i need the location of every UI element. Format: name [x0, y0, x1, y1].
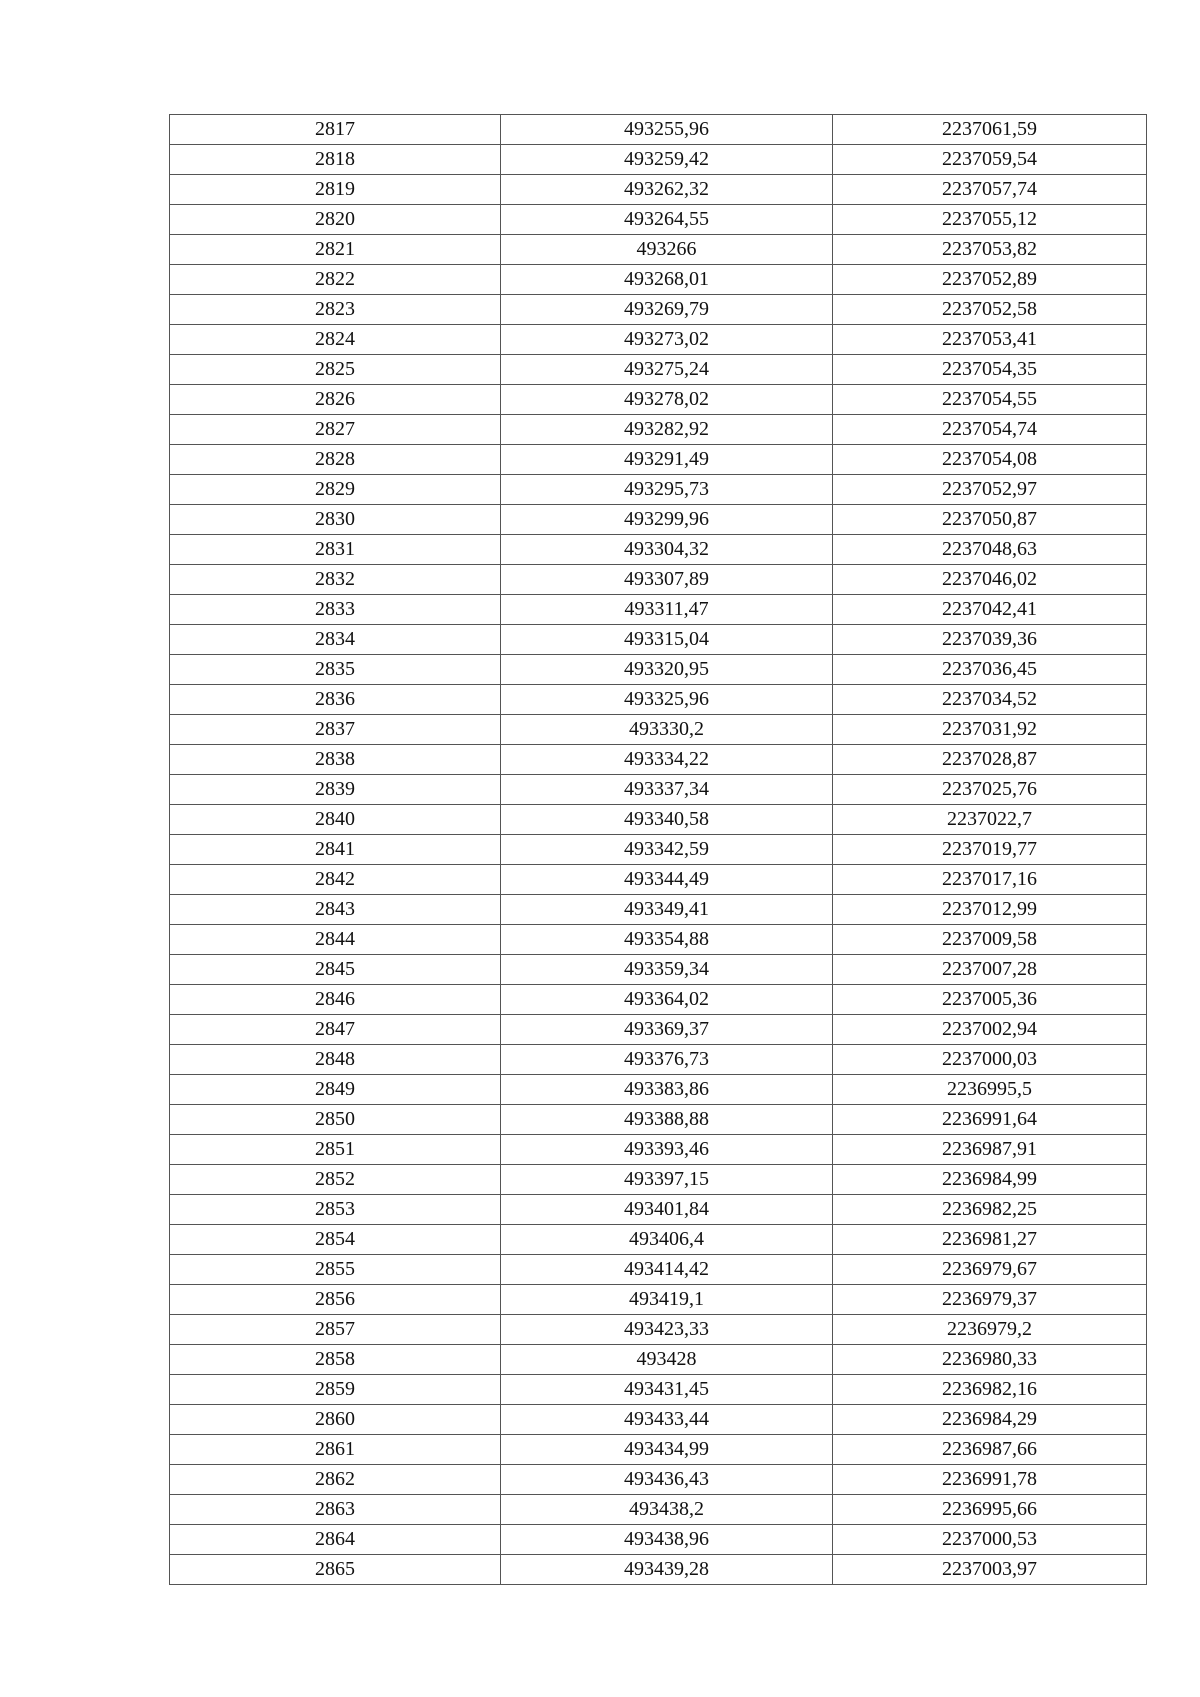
- point-number-cell: 2862: [170, 1465, 501, 1495]
- x-coordinate-cell: 493401,84: [501, 1195, 833, 1225]
- table-row: [170, 1255, 1147, 1285]
- table-row: [170, 1285, 1147, 1315]
- x-coordinate-cell: 493278,02: [501, 385, 833, 415]
- x-coordinate-cell: 493423,33: [501, 1315, 833, 1345]
- y-coordinate-cell: 2237039,36: [833, 625, 1147, 655]
- x-coordinate-cell: 493428: [501, 1345, 833, 1375]
- table-row: [170, 1225, 1147, 1255]
- y-coordinate-cell: 2236982,25: [833, 1195, 1147, 1225]
- point-number-cell: 2856: [170, 1285, 501, 1315]
- point-number-cell: 2863: [170, 1495, 501, 1525]
- table-row: [170, 1435, 1147, 1465]
- y-coordinate-cell: 2237055,12: [833, 205, 1147, 235]
- y-coordinate-cell: 2236980,33: [833, 1345, 1147, 1375]
- table-row: [170, 175, 1147, 205]
- point-number-cell: 2834: [170, 625, 501, 655]
- x-coordinate-cell: 493304,32: [501, 535, 833, 565]
- table-row: [170, 1315, 1147, 1345]
- point-number-cell: 2833: [170, 595, 501, 625]
- point-number-cell: 2857: [170, 1315, 501, 1345]
- y-coordinate-cell: 2237003,97: [833, 1555, 1147, 1585]
- table-row: [170, 325, 1147, 355]
- x-coordinate-cell: 493342,59: [501, 835, 833, 865]
- table-row: [170, 715, 1147, 745]
- x-coordinate-cell: 493376,73: [501, 1045, 833, 1075]
- y-coordinate-cell: 2237059,54: [833, 145, 1147, 175]
- point-number-cell: 2865: [170, 1555, 501, 1585]
- table-row: [170, 1375, 1147, 1405]
- x-coordinate-cell: 493434,99: [501, 1435, 833, 1465]
- point-number-cell: 2823: [170, 295, 501, 325]
- table-row: [170, 475, 1147, 505]
- point-number-cell: 2827: [170, 415, 501, 445]
- table-row: [170, 295, 1147, 325]
- x-coordinate-cell: 493295,73: [501, 475, 833, 505]
- table-row: [170, 1105, 1147, 1135]
- x-coordinate-cell: 493255,96: [501, 115, 833, 145]
- table-row: [170, 355, 1147, 385]
- point-number-cell: 2838: [170, 745, 501, 775]
- table-row: [170, 415, 1147, 445]
- table-row: [170, 595, 1147, 625]
- x-coordinate-cell: 493354,88: [501, 925, 833, 955]
- x-coordinate-cell: 493438,96: [501, 1525, 833, 1555]
- x-coordinate-cell: 493349,41: [501, 895, 833, 925]
- y-coordinate-cell: 2237036,45: [833, 655, 1147, 685]
- y-coordinate-cell: 2237025,76: [833, 775, 1147, 805]
- y-coordinate-cell: 2237002,94: [833, 1015, 1147, 1045]
- point-number-cell: 2837: [170, 715, 501, 745]
- y-coordinate-cell: 2237046,02: [833, 565, 1147, 595]
- point-number-cell: 2831: [170, 535, 501, 565]
- point-number-cell: 2864: [170, 1525, 501, 1555]
- y-coordinate-cell: 2236987,66: [833, 1435, 1147, 1465]
- table-row: [170, 265, 1147, 295]
- x-coordinate-cell: 493264,55: [501, 205, 833, 235]
- table-row: [170, 445, 1147, 475]
- y-coordinate-cell: 2237048,63: [833, 535, 1147, 565]
- y-coordinate-cell: 2237052,58: [833, 295, 1147, 325]
- point-number-cell: 2844: [170, 925, 501, 955]
- y-coordinate-cell: 2237012,99: [833, 895, 1147, 925]
- x-coordinate-cell: 493269,79: [501, 295, 833, 325]
- point-number-cell: 2820: [170, 205, 501, 235]
- table-row: [170, 865, 1147, 895]
- point-number-cell: 2855: [170, 1255, 501, 1285]
- x-coordinate-cell: 493330,2: [501, 715, 833, 745]
- point-number-cell: 2860: [170, 1405, 501, 1435]
- table-row: [170, 895, 1147, 925]
- table-row: [170, 1015, 1147, 1045]
- x-coordinate-cell: 493325,96: [501, 685, 833, 715]
- table-row: [170, 805, 1147, 835]
- x-coordinate-cell: 493262,32: [501, 175, 833, 205]
- table-row: [170, 835, 1147, 865]
- x-coordinate-cell: 493369,37: [501, 1015, 833, 1045]
- point-number-cell: 2822: [170, 265, 501, 295]
- point-number-cell: 2859: [170, 1375, 501, 1405]
- x-coordinate-cell: 493259,42: [501, 145, 833, 175]
- x-coordinate-cell: 493340,58: [501, 805, 833, 835]
- table-row: [170, 1135, 1147, 1165]
- y-coordinate-cell: 2237061,59: [833, 115, 1147, 145]
- y-coordinate-cell: 2237009,58: [833, 925, 1147, 955]
- point-number-cell: 2843: [170, 895, 501, 925]
- x-coordinate-cell: 493337,34: [501, 775, 833, 805]
- table-row: [170, 505, 1147, 535]
- y-coordinate-cell: 2237019,77: [833, 835, 1147, 865]
- y-coordinate-cell: 2236995,5: [833, 1075, 1147, 1105]
- table-row: [170, 1165, 1147, 1195]
- table-row: [170, 145, 1147, 175]
- y-coordinate-cell: 2236991,64: [833, 1105, 1147, 1135]
- point-number-cell: 2836: [170, 685, 501, 715]
- point-number-cell: 2829: [170, 475, 501, 505]
- y-coordinate-cell: 2237031,92: [833, 715, 1147, 745]
- point-number-cell: 2841: [170, 835, 501, 865]
- y-coordinate-cell: 2236991,78: [833, 1465, 1147, 1495]
- x-coordinate-cell: 493315,04: [501, 625, 833, 655]
- y-coordinate-cell: 2237054,35: [833, 355, 1147, 385]
- coordinates-table: [169, 114, 1147, 1585]
- point-number-cell: 2830: [170, 505, 501, 535]
- y-coordinate-cell: 2237057,74: [833, 175, 1147, 205]
- x-coordinate-cell: 493291,49: [501, 445, 833, 475]
- y-coordinate-cell: 2237053,82: [833, 235, 1147, 265]
- point-number-cell: 2826: [170, 385, 501, 415]
- table-row: [170, 1465, 1147, 1495]
- point-number-cell: 2839: [170, 775, 501, 805]
- x-coordinate-cell: 493275,24: [501, 355, 833, 385]
- x-coordinate-cell: 493438,2: [501, 1495, 833, 1525]
- table-row: [170, 1345, 1147, 1375]
- table-row: [170, 205, 1147, 235]
- point-number-cell: 2828: [170, 445, 501, 475]
- y-coordinate-cell: 2237053,41: [833, 325, 1147, 355]
- table-row: [170, 1405, 1147, 1435]
- table-row: [170, 115, 1147, 145]
- x-coordinate-cell: 493431,45: [501, 1375, 833, 1405]
- point-number-cell: 2846: [170, 985, 501, 1015]
- table-row: [170, 1495, 1147, 1525]
- y-coordinate-cell: 2237005,36: [833, 985, 1147, 1015]
- point-number-cell: 2824: [170, 325, 501, 355]
- y-coordinate-cell: 2237054,55: [833, 385, 1147, 415]
- y-coordinate-cell: 2236982,16: [833, 1375, 1147, 1405]
- table-row: [170, 775, 1147, 805]
- point-number-cell: 2853: [170, 1195, 501, 1225]
- x-coordinate-cell: 493419,1: [501, 1285, 833, 1315]
- x-coordinate-cell: 493282,92: [501, 415, 833, 445]
- point-number-cell: 2850: [170, 1105, 501, 1135]
- y-coordinate-cell: 2237052,89: [833, 265, 1147, 295]
- table-row: [170, 685, 1147, 715]
- point-number-cell: 2848: [170, 1045, 501, 1075]
- point-number-cell: 2840: [170, 805, 501, 835]
- y-coordinate-cell: 2237000,03: [833, 1045, 1147, 1075]
- x-coordinate-cell: 493320,95: [501, 655, 833, 685]
- table-row: [170, 1045, 1147, 1075]
- x-coordinate-cell: 493414,42: [501, 1255, 833, 1285]
- x-coordinate-cell: 493299,96: [501, 505, 833, 535]
- table-row: [170, 955, 1147, 985]
- x-coordinate-cell: 493273,02: [501, 325, 833, 355]
- x-coordinate-cell: 493334,22: [501, 745, 833, 775]
- point-number-cell: 2851: [170, 1135, 501, 1165]
- y-coordinate-cell: 2236981,27: [833, 1225, 1147, 1255]
- x-coordinate-cell: 493311,47: [501, 595, 833, 625]
- y-coordinate-cell: 2237017,16: [833, 865, 1147, 895]
- x-coordinate-cell: 493436,43: [501, 1465, 833, 1495]
- x-coordinate-cell: 493359,34: [501, 955, 833, 985]
- x-coordinate-cell: 493397,15: [501, 1165, 833, 1195]
- point-number-cell: 2835: [170, 655, 501, 685]
- y-coordinate-cell: 2237028,87: [833, 745, 1147, 775]
- table-row: [170, 1555, 1147, 1585]
- y-coordinate-cell: 2237034,52: [833, 685, 1147, 715]
- y-coordinate-cell: 2236979,37: [833, 1285, 1147, 1315]
- x-coordinate-cell: 493364,02: [501, 985, 833, 1015]
- x-coordinate-cell: 493268,01: [501, 265, 833, 295]
- point-number-cell: 2825: [170, 355, 501, 385]
- table-row: [170, 565, 1147, 595]
- point-number-cell: 2852: [170, 1165, 501, 1195]
- table-row: [170, 535, 1147, 565]
- point-number-cell: 2845: [170, 955, 501, 985]
- point-number-cell: 2821: [170, 235, 501, 265]
- table-row: [170, 925, 1147, 955]
- y-coordinate-cell: 2237054,08: [833, 445, 1147, 475]
- x-coordinate-cell: 493383,86: [501, 1075, 833, 1105]
- table-row: [170, 235, 1147, 265]
- table-row: [170, 985, 1147, 1015]
- y-coordinate-cell: 2237050,87: [833, 505, 1147, 535]
- point-number-cell: 2861: [170, 1435, 501, 1465]
- table-row: [170, 1525, 1147, 1555]
- y-coordinate-cell: 2236979,67: [833, 1255, 1147, 1285]
- x-coordinate-cell: 493344,49: [501, 865, 833, 895]
- point-number-cell: 2858: [170, 1345, 501, 1375]
- y-coordinate-cell: 2237022,7: [833, 805, 1147, 835]
- point-number-cell: 2849: [170, 1075, 501, 1105]
- y-coordinate-cell: 2236984,99: [833, 1165, 1147, 1195]
- y-coordinate-cell: 2237007,28: [833, 955, 1147, 985]
- coordinates-table-body: [170, 115, 1147, 1585]
- table-row: [170, 625, 1147, 655]
- point-number-cell: 2819: [170, 175, 501, 205]
- table-row: [170, 385, 1147, 415]
- x-coordinate-cell: 493307,89: [501, 565, 833, 595]
- y-coordinate-cell: 2236987,91: [833, 1135, 1147, 1165]
- point-number-cell: 2832: [170, 565, 501, 595]
- x-coordinate-cell: 493266: [501, 235, 833, 265]
- table-row: [170, 745, 1147, 775]
- x-coordinate-cell: 493393,46: [501, 1135, 833, 1165]
- table-row: [170, 655, 1147, 685]
- point-number-cell: 2817: [170, 115, 501, 145]
- y-coordinate-cell: 2236984,29: [833, 1405, 1147, 1435]
- y-coordinate-cell: 2237054,74: [833, 415, 1147, 445]
- point-number-cell: 2854: [170, 1225, 501, 1255]
- y-coordinate-cell: 2237000,53: [833, 1525, 1147, 1555]
- y-coordinate-cell: 2237052,97: [833, 475, 1147, 505]
- x-coordinate-cell: 493388,88: [501, 1105, 833, 1135]
- y-coordinate-cell: 2236979,2: [833, 1315, 1147, 1345]
- point-number-cell: 2847: [170, 1015, 501, 1045]
- x-coordinate-cell: 493439,28: [501, 1555, 833, 1585]
- table-row: [170, 1195, 1147, 1225]
- y-coordinate-cell: 2236995,66: [833, 1495, 1147, 1525]
- y-coordinate-cell: 2237042,41: [833, 595, 1147, 625]
- table-row: [170, 1075, 1147, 1105]
- x-coordinate-cell: 493433,44: [501, 1405, 833, 1435]
- point-number-cell: 2818: [170, 145, 501, 175]
- x-coordinate-cell: 493406,4: [501, 1225, 833, 1255]
- point-number-cell: 2842: [170, 865, 501, 895]
